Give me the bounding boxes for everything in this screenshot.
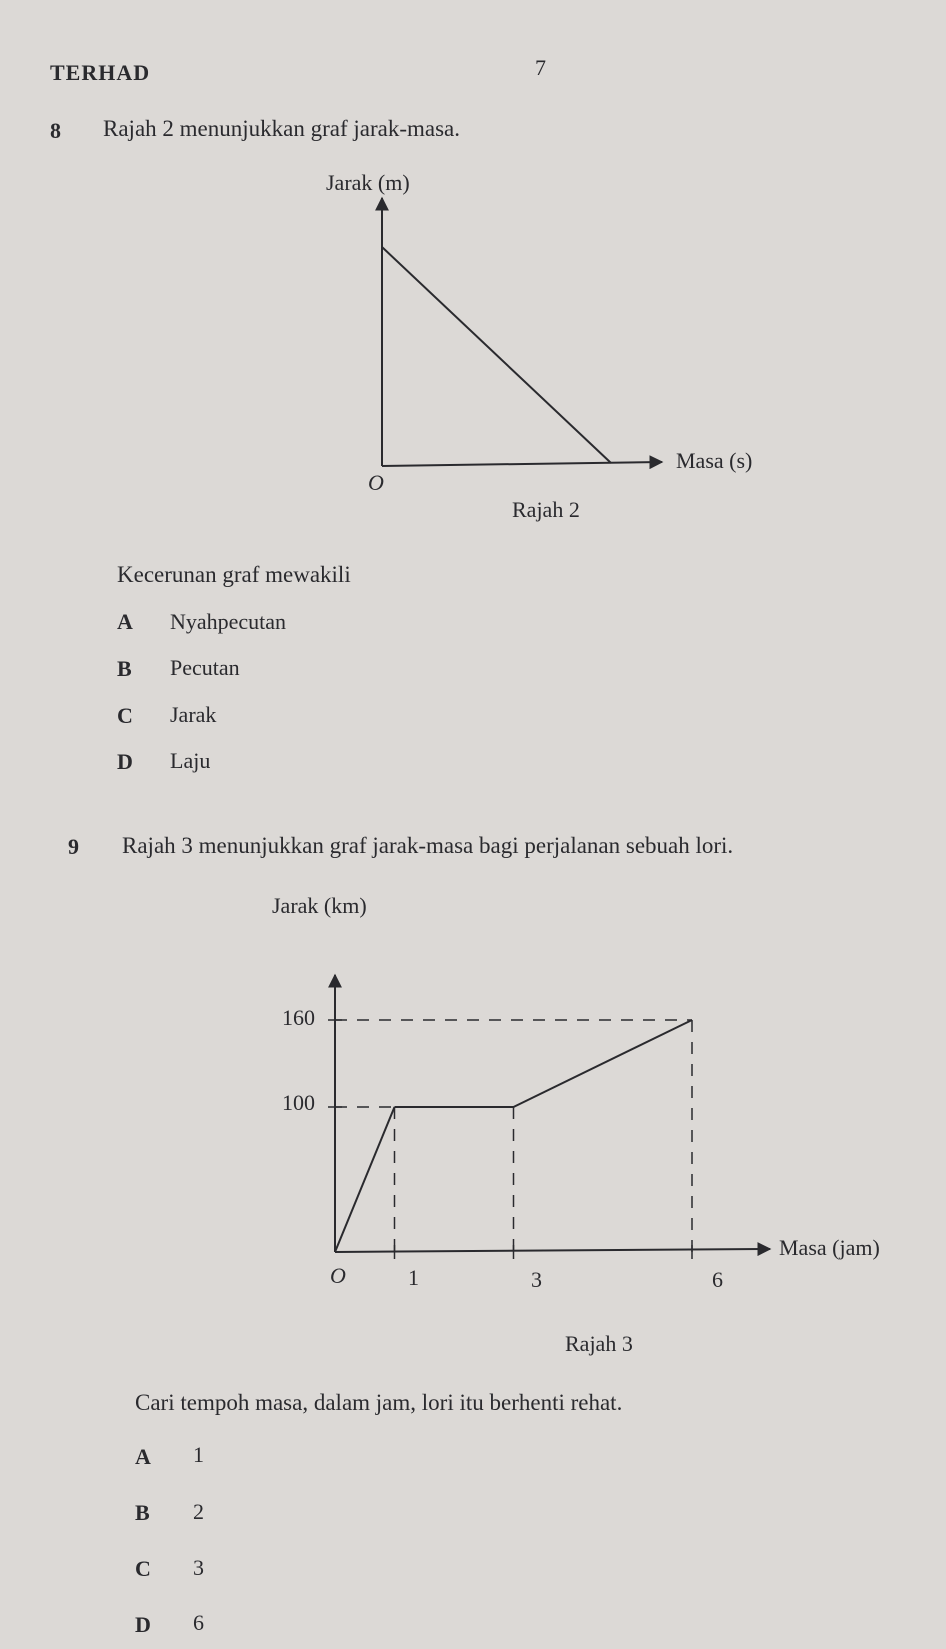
fig3-y-tick-label-160: 160 (282, 1005, 315, 1030)
fig3-caption: Rajah 3 (565, 1331, 633, 1356)
fig3-x-label: Masa (jam) (779, 1235, 880, 1260)
fig3-segment-0 (335, 1107, 395, 1252)
fig3-x-tick-label-3: 3 (531, 1267, 542, 1292)
fig3-x-tick-label-1: 1 (408, 1265, 419, 1290)
q8-option-b-letter: B (117, 656, 132, 681)
question-8-number: 8 (50, 118, 61, 143)
question-8-text: Rajah 2 menunjukkan graf jarak-masa. (103, 116, 461, 141)
fig2-caption: Rajah 2 (512, 497, 580, 522)
q9-option-b-letter: B (135, 1500, 150, 1525)
q8-option-c-letter: C (117, 703, 133, 728)
question-9-number: 9 (68, 834, 79, 859)
page-number: 7 (535, 55, 547, 80)
fig3-x-tick-label-6: 6 (712, 1267, 723, 1292)
classification-label: TERHAD (50, 60, 151, 85)
q9-option-d-letter: D (135, 1612, 151, 1637)
question-9-text: Rajah 3 menunjukkan graf jarak-masa bagi perjalanan sebuah lori. (122, 833, 734, 858)
fig2-origin: O (368, 470, 384, 495)
question-9-prompt: Cari tempoh masa, dalam jam, lori itu berhenti rehat. (135, 1390, 623, 1415)
fig3-y-tick-label-100: 100 (282, 1090, 315, 1115)
fig3-segment-2 (514, 1020, 693, 1107)
q9-option-b-text: 2 (193, 1499, 204, 1524)
q9-option-c-text: 3 (193, 1555, 204, 1580)
q9-option-c-letter: C (135, 1556, 151, 1581)
q9-option-a-letter: A (135, 1444, 151, 1469)
q8-option-d-text: Laju (170, 748, 211, 773)
fig3-x-axis (335, 1249, 770, 1252)
q8-option-a-text: Nyahpecutan (170, 609, 287, 634)
q9-option-a-text: 1 (193, 1442, 204, 1467)
fig3-origin: O (330, 1263, 346, 1288)
q8-option-c-text: Jarak (170, 702, 217, 727)
q8-option-a-letter: A (117, 609, 133, 634)
fig2-y-label: Jarak (m) (326, 170, 410, 195)
q8-option-d-letter: D (117, 749, 133, 774)
q8-option-b-text: Pecutan (170, 655, 240, 680)
fig2-x-label: Masa (s) (676, 448, 753, 473)
q9-option-d-text: 6 (193, 1610, 204, 1635)
question-8-prompt: Kecerunan graf mewakili (117, 562, 351, 587)
fig3-y-label: Jarak (km) (272, 893, 367, 918)
